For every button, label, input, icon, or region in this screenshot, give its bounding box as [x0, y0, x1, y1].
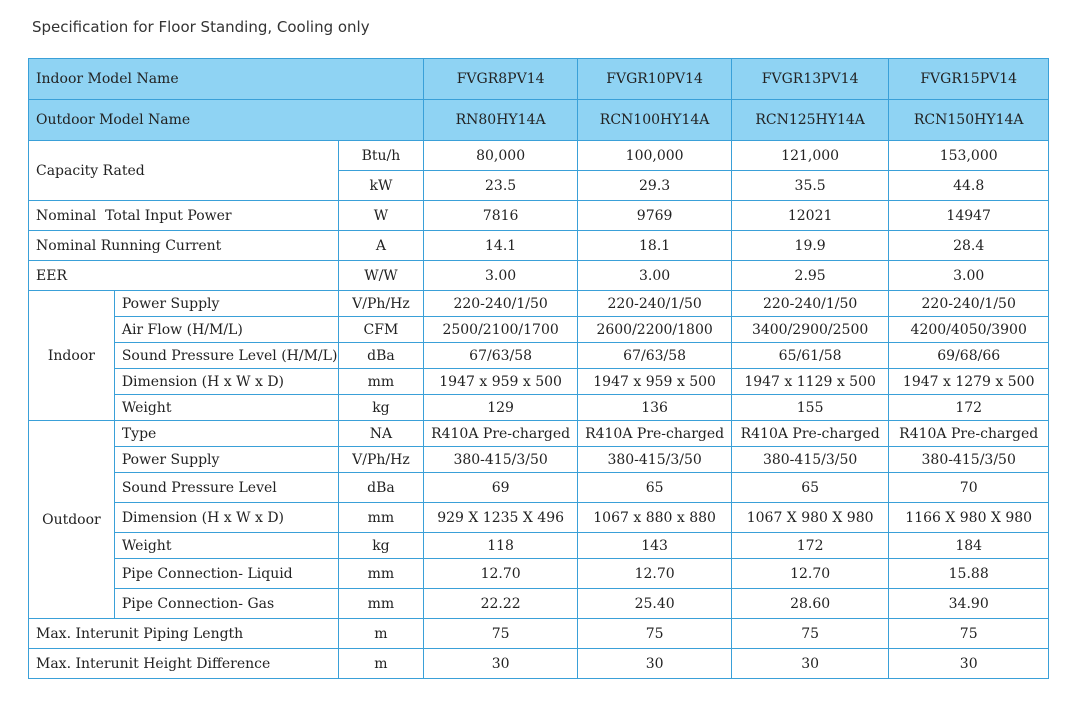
value-cell: 69/68/66: [889, 343, 1049, 369]
table-row: [29, 559, 1049, 589]
value-cell: 75: [423, 619, 578, 649]
unit-cell: kW: [339, 171, 424, 201]
value-cell: 3.00: [423, 261, 578, 291]
value-cell: 12.70: [731, 559, 889, 589]
value-cell: 1067 x 880 x 880: [578, 503, 732, 533]
value-cell: 12.70: [578, 559, 732, 589]
value-cell: 380-415/3/50: [578, 447, 732, 473]
value-cell: 29.3: [578, 171, 732, 201]
value-cell: 184: [889, 533, 1049, 559]
indoor-model-label: Indoor Model Name: [29, 59, 424, 100]
row-label: Air Flow (H/M/L): [114, 317, 338, 343]
row-label: Capacity Rated: [29, 141, 339, 201]
value-cell: 22.22: [423, 589, 578, 619]
row-label: Nominal Running Current: [29, 231, 339, 261]
unit-cell: Btu/h: [339, 141, 424, 171]
table-row: [29, 343, 1049, 369]
value-cell: 1067 X 980 X 980: [731, 503, 889, 533]
value-cell: 14947: [889, 201, 1049, 231]
indoor-group-label: Indoor: [29, 291, 115, 421]
outdoor-model-cell: RCN150HY14A: [889, 100, 1049, 141]
value-cell: 1947 x 959 x 500: [578, 369, 732, 395]
row-label: Type: [114, 421, 338, 447]
unit-cell: NA: [339, 421, 424, 447]
value-cell: 75: [731, 619, 889, 649]
value-cell: 23.5: [423, 171, 578, 201]
value-cell: 3.00: [578, 261, 732, 291]
table-row: [29, 201, 1049, 231]
value-cell: 75: [578, 619, 732, 649]
value-cell: 30: [423, 649, 578, 679]
value-cell: 30: [731, 649, 889, 679]
value-cell: 3.00: [889, 261, 1049, 291]
unit-cell: mm: [339, 503, 424, 533]
unit-cell: W/W: [339, 261, 424, 291]
unit-cell: m: [339, 619, 424, 649]
table-row: [29, 141, 1049, 171]
value-cell: 380-415/3/50: [731, 447, 889, 473]
value-cell: R410A Pre-charged: [731, 421, 889, 447]
value-cell: 143: [578, 533, 732, 559]
value-cell: 1947 x 1129 x 500: [731, 369, 889, 395]
value-cell: 67/63/58: [423, 343, 578, 369]
value-cell: 172: [889, 395, 1049, 421]
unit-cell: kg: [339, 533, 424, 559]
row-label: Dimension (H x W x D): [114, 503, 338, 533]
indoor-model-cell: FVGR15PV14: [889, 59, 1049, 100]
value-cell: 220-240/1/50: [889, 291, 1049, 317]
table-row: [29, 473, 1049, 503]
row-label: Dimension (H x W x D): [114, 369, 338, 395]
value-cell: 65: [578, 473, 732, 503]
unit-cell: dBa: [339, 343, 424, 369]
value-cell: 65: [731, 473, 889, 503]
value-cell: 35.5: [731, 171, 889, 201]
value-cell: 15.88: [889, 559, 1049, 589]
unit-cell: kg: [339, 395, 424, 421]
indoor-model-row: [29, 59, 1049, 100]
value-cell: 75: [889, 619, 1049, 649]
value-cell: 67/63/58: [578, 343, 732, 369]
table-row: [29, 503, 1049, 533]
page-title: Specification for Floor Standing, Cooling only: [32, 18, 370, 36]
table-row: [29, 619, 1049, 649]
table-row: [29, 395, 1049, 421]
row-label: Pipe Connection- Liquid: [114, 559, 338, 589]
value-cell: 65/61/58: [731, 343, 889, 369]
value-cell: 30: [578, 649, 732, 679]
value-cell: 19.9: [731, 231, 889, 261]
value-cell: 380-415/3/50: [889, 447, 1049, 473]
value-cell: 28.4: [889, 231, 1049, 261]
value-cell: 2600/2200/1800: [578, 317, 732, 343]
table-row: [29, 589, 1049, 619]
row-label: Weight: [114, 395, 338, 421]
row-label: Power Supply: [114, 291, 338, 317]
value-cell: 12.70: [423, 559, 578, 589]
table-row: [29, 317, 1049, 343]
table-row: [29, 369, 1049, 395]
indoor-model-cell: FVGR13PV14: [731, 59, 889, 100]
row-label: Weight: [114, 533, 338, 559]
row-label: Power Supply: [114, 447, 338, 473]
table-row: [29, 261, 1049, 291]
specification-table: [28, 58, 1049, 679]
value-cell: 18.1: [578, 231, 732, 261]
value-cell: 70: [889, 473, 1049, 503]
unit-cell: W: [339, 201, 424, 231]
unit-cell: CFM: [339, 317, 424, 343]
table-row: [29, 649, 1049, 679]
table-row: [29, 291, 1049, 317]
unit-cell: m: [339, 649, 424, 679]
value-cell: 155: [731, 395, 889, 421]
value-cell: R410A Pre-charged: [423, 421, 578, 447]
value-cell: 220-240/1/50: [423, 291, 578, 317]
value-cell: 2.95: [731, 261, 889, 291]
row-label: Nominal Total Input Power: [29, 201, 339, 231]
indoor-model-cell: FVGR10PV14: [578, 59, 732, 100]
row-label: Pipe Connection- Gas: [114, 589, 338, 619]
row-label: Max. Interunit Piping Length: [29, 619, 339, 649]
value-cell: 1947 x 959 x 500: [423, 369, 578, 395]
value-cell: R410A Pre-charged: [578, 421, 732, 447]
indoor-model-cell: FVGR8PV14: [423, 59, 578, 100]
value-cell: 7816: [423, 201, 578, 231]
value-cell: 2500/2100/1700: [423, 317, 578, 343]
value-cell: 14.1: [423, 231, 578, 261]
value-cell: 9769: [578, 201, 732, 231]
value-cell: 129: [423, 395, 578, 421]
value-cell: 380-415/3/50: [423, 447, 578, 473]
value-cell: 220-240/1/50: [578, 291, 732, 317]
row-label: Max. Interunit Height Difference: [29, 649, 339, 679]
value-cell: 25.40: [578, 589, 732, 619]
unit-cell: mm: [339, 559, 424, 589]
outdoor-model-label: Outdoor Model Name: [29, 100, 424, 141]
value-cell: 118: [423, 533, 578, 559]
value-cell: 121,000: [731, 141, 889, 171]
unit-cell: mm: [339, 369, 424, 395]
outdoor-model-cell: RCN100HY14A: [578, 100, 732, 141]
value-cell: 4200/4050/3900: [889, 317, 1049, 343]
value-cell: 1947 x 1279 x 500: [889, 369, 1049, 395]
row-label: Sound Pressure Level (H/M/L): [114, 343, 338, 369]
value-cell: 80,000: [423, 141, 578, 171]
outdoor-model-cell: RN80HY14A: [423, 100, 578, 141]
value-cell: 3400/2900/2500: [731, 317, 889, 343]
value-cell: 929 X 1235 X 496: [423, 503, 578, 533]
value-cell: 220-240/1/50: [731, 291, 889, 317]
unit-cell: V/Ph/Hz: [339, 447, 424, 473]
row-label: EER: [29, 261, 339, 291]
row-label: Sound Pressure Level: [114, 473, 338, 503]
value-cell: 28.60: [731, 589, 889, 619]
value-cell: 153,000: [889, 141, 1049, 171]
outdoor-model-cell: RCN125HY14A: [731, 100, 889, 141]
unit-cell: dBa: [339, 473, 424, 503]
unit-cell: V/Ph/Hz: [339, 291, 424, 317]
outdoor-model-row: [29, 100, 1049, 141]
unit-cell: mm: [339, 589, 424, 619]
table-row: [29, 421, 1049, 447]
value-cell: 34.90: [889, 589, 1049, 619]
value-cell: 136: [578, 395, 732, 421]
value-cell: 1166 X 980 X 980: [889, 503, 1049, 533]
table-row: [29, 447, 1049, 473]
value-cell: 30: [889, 649, 1049, 679]
value-cell: 69: [423, 473, 578, 503]
unit-cell: A: [339, 231, 424, 261]
value-cell: 172: [731, 533, 889, 559]
value-cell: 100,000: [578, 141, 732, 171]
value-cell: 12021: [731, 201, 889, 231]
outdoor-group-label: Outdoor: [29, 421, 115, 619]
table-row: [29, 231, 1049, 261]
value-cell: R410A Pre-charged: [889, 421, 1049, 447]
table-row: [29, 533, 1049, 559]
value-cell: 44.8: [889, 171, 1049, 201]
